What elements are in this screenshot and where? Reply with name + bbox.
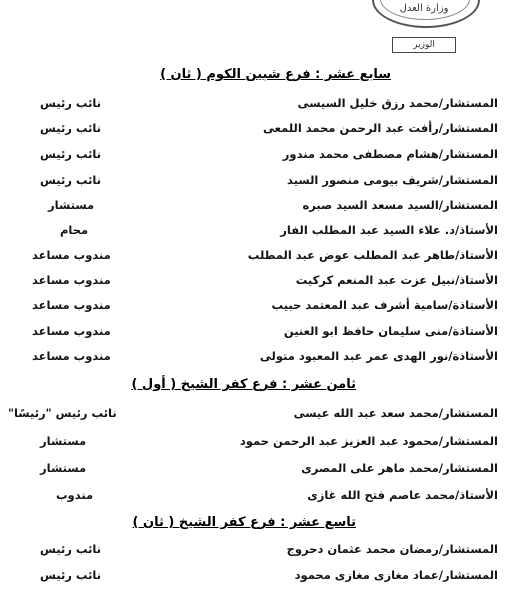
list-item <box>0 349 506 369</box>
member-role: مندوب مساعد <box>32 298 111 312</box>
member-name: المستشار/رأفت عبد الرحمن محمد اللمعى <box>263 121 498 135</box>
member-role: نائب رئيس <box>40 542 102 556</box>
member-name: الأستاذ/نبيل عزت عبد المنعم كركيت <box>295 273 498 287</box>
list-item <box>0 542 506 562</box>
member-name: الأستاذ/طاهر عبد المطلب عوض عبد المطلب <box>247 248 498 262</box>
member-name: المستشار/محمود عبد العزيز عبد الرحمن حمود <box>239 434 498 448</box>
minister-stamp: الوزير <box>392 37 456 53</box>
member-role: نائب رئيس <box>40 173 102 187</box>
list-item <box>0 248 506 268</box>
member-name: المستشار/محمد سعد عبد الله عيسى <box>293 406 498 420</box>
member-role: نائب رئيس "رئيسًا" <box>8 406 117 420</box>
member-role: مستشار <box>48 198 95 212</box>
member-name: الأستاذة/منى سليمان حافظ ابو العنين <box>283 324 498 338</box>
section-heading-shebin-2: سابع عشر : فرع شبين الكوم ( ثان ) <box>160 67 391 82</box>
member-name: الأستاذة/نور الهدى عمر عبد المعبود متولى <box>259 349 498 363</box>
list-item <box>0 198 506 218</box>
list-item <box>0 461 506 481</box>
member-name: المستشار/شريف بيومى منصور السيد <box>287 173 498 187</box>
member-name: الأستاذ/محمد عاصم فتح الله غازى <box>307 488 498 502</box>
list-item <box>0 223 506 243</box>
member-role: مندوب مساعد <box>32 248 111 262</box>
member-role: نائب رئيس <box>40 96 102 110</box>
member-role: محام <box>60 223 89 237</box>
list-item <box>0 173 506 193</box>
list-item <box>0 121 506 141</box>
member-name: المستشار/السيد مسعد السيد صبره <box>302 198 498 212</box>
member-role: مندوب مساعد <box>32 324 111 338</box>
member-name: المستشار/هشام مصطفى محمد مندور <box>282 147 498 161</box>
member-name: المستشار/محمد رزق خليل السيسى <box>297 96 498 110</box>
seal-text: وزارة العدل <box>399 3 449 14</box>
member-name: المستشار/عماد مغازى مغازى محمود <box>294 568 498 582</box>
member-role: مندوب <box>56 488 94 502</box>
list-item <box>0 568 506 588</box>
list-item <box>0 147 506 167</box>
member-role: نائب رئيس <box>40 121 102 135</box>
list-item <box>0 273 506 293</box>
member-role: مندوب مساعد <box>32 273 111 287</box>
member-name: المستشار/رمضان محمد عثمان دحروج <box>286 542 498 556</box>
list-item <box>0 298 506 318</box>
member-role: مندوب مساعد <box>32 349 111 363</box>
member-role: نائب رئيس <box>40 147 102 161</box>
member-role: نائب رئيس <box>40 568 102 582</box>
member-role: مستشار <box>40 434 87 448</box>
section-heading-kafr-2: تاسع عشر : فرع كفر الشيخ ( ثان ) <box>132 515 356 530</box>
list-item <box>0 324 506 344</box>
member-name: الأستاذة/سامية أشرف عبد المعتمد حبيب <box>271 298 498 312</box>
member-name: المستشار/محمد ماهر على المصرى <box>301 461 498 475</box>
list-item <box>0 96 506 116</box>
list-item <box>0 406 506 426</box>
member-role: مستشار <box>40 461 87 475</box>
section-heading-kafr-1: ثامن عشر : فرع كفر الشيخ ( أول ) <box>131 377 356 392</box>
list-item <box>0 434 506 454</box>
member-name: الأستاذ/د. علاء السيد عبد المطلب الفار <box>280 223 498 237</box>
list-item <box>0 488 506 508</box>
